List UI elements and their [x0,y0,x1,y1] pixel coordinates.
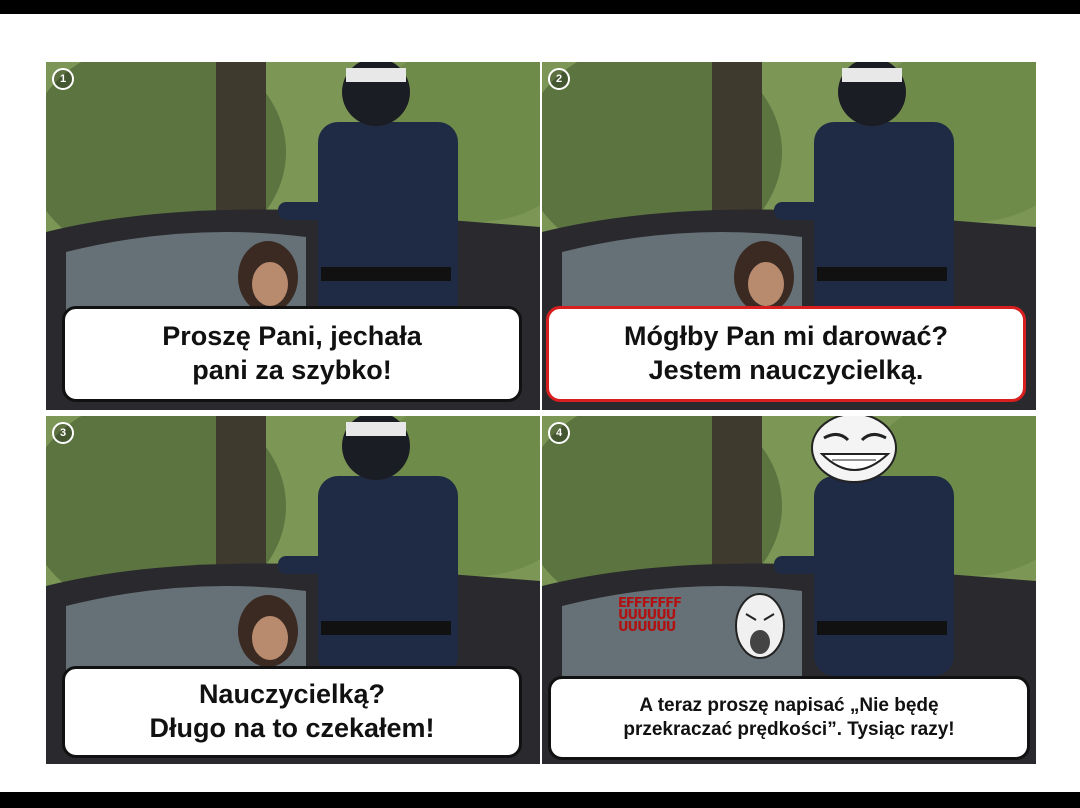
speech-bubble-2-line-1: Mógłby Pan mi darować? [623,321,949,352]
meme-sheet [0,14,1080,792]
comic-panel-3 [46,416,540,764]
panel-number-3: 3 [52,422,74,444]
speech-bubble-3-line-1: Nauczycielką? [198,679,386,710]
rage-face-icon [736,594,784,658]
comic-panel-2 [542,62,1036,410]
speech-bubble-1-line-1: Proszę Pani, jechała [162,321,422,352]
rage-scream-line-2: UUUUUU [618,608,676,623]
rage-scream-line-1: EFFFFFFF [618,596,682,611]
panel-number-4: 4 [548,422,570,444]
rage-scream-text [618,598,681,634]
comic-panel-1 [46,62,540,410]
comic-panel-4 [542,416,1036,764]
panel-number-2: 2 [548,68,570,90]
speech-bubble-1-line-2: pani za szybko! [192,355,392,385]
speech-bubble-4-line-1: A teraz proszę napisać „Nie będę [639,695,939,717]
speech-bubble-2-line-2: Jestem nauczycielką. [648,355,924,385]
speech-bubble-3 [62,666,522,758]
speech-bubble-4 [548,676,1030,760]
speech-bubble-1 [62,306,522,402]
speech-bubble-3-line-2: Długo na to czekałem! [149,713,435,743]
speech-bubble-2 [546,306,1026,402]
troll-face-icon [812,416,896,482]
speech-bubble-4-line-2: przekraczać prędkości”. Tysiąc razy! [623,719,955,740]
rage-scream-line-3: UUUUUU [618,620,676,635]
panel-number-1: 1 [52,68,74,90]
